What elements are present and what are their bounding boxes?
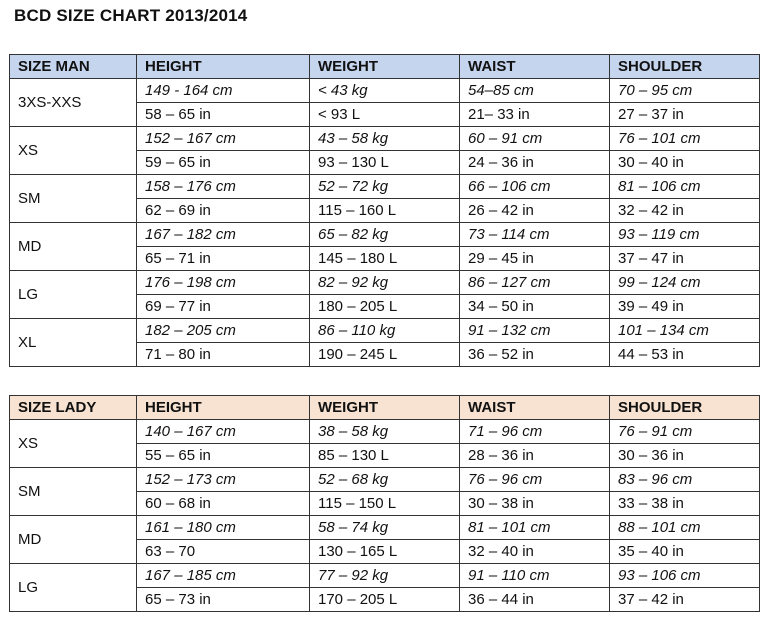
shoulder-metric-cell: 101 – 134 cm [610,319,760,343]
waist-imperial-cell: 21– 33 in [460,103,610,127]
shoulder-metric-cell: 76 – 101 cm [610,127,760,151]
height-metric-cell: 161 – 180 cm [137,516,310,540]
height-imperial-cell: 63 – 70 [137,540,310,564]
shoulder-imperial-cell: 33 – 38 in [610,492,760,516]
waist-imperial-cell: 30 – 38 in [460,492,610,516]
weight-metric-cell: 77 – 92 kg [310,564,460,588]
table-row [10,223,760,247]
size-table-man [9,54,760,367]
shoulder-metric-cell: 70 – 95 cm [610,79,760,103]
weight-imperial-cell: 85 – 130 L [310,444,460,468]
height-imperial-cell: 55 – 65 in [137,444,310,468]
table-row [10,564,760,588]
height-metric-cell: 158 – 176 cm [137,175,310,199]
height-imperial-cell: 60 – 68 in [137,492,310,516]
waist-imperial-cell: 26 – 42 in [460,199,610,223]
height-imperial-cell: 62 – 69 in [137,199,310,223]
waist-metric-cell: 86 – 127 cm [460,271,610,295]
height-metric-cell: 140 – 167 cm [137,420,310,444]
height-imperial-cell: 71 – 80 in [137,343,310,367]
waist-imperial-cell: 24 – 36 in [460,151,610,175]
weight-metric-cell: 52 – 72 kg [310,175,460,199]
table-row [10,127,760,151]
height-imperial-cell: 59 – 65 in [137,151,310,175]
weight-imperial-cell: 115 – 160 L [310,199,460,223]
waist-metric-cell: 71 – 96 cm [460,420,610,444]
height-metric-cell: 167 – 185 cm [137,564,310,588]
height-imperial-cell: 69 – 77 in [137,295,310,319]
height-metric-cell: 167 – 182 cm [137,223,310,247]
waist-metric-cell: 91 – 132 cm [460,319,610,343]
shoulder-imperial-cell: 35 – 40 in [610,540,760,564]
waist-metric-cell: 54–85 cm [460,79,610,103]
weight-imperial-cell: 130 – 165 L [310,540,460,564]
size-label: LG [10,564,137,612]
waist-imperial-cell: 28 – 36 in [460,444,610,468]
table-row [10,79,760,103]
height-metric-cell: 182 – 205 cm [137,319,310,343]
weight-metric-cell: 65 – 82 kg [310,223,460,247]
size-label: SM [10,468,137,516]
waist-imperial-cell: 29 – 45 in [460,247,610,271]
size-label: XL [10,319,137,367]
weight-imperial-cell: 190 – 245 L [310,343,460,367]
weight-metric-cell: 82 – 92 kg [310,271,460,295]
waist-imperial-cell: 36 – 44 in [460,588,610,612]
column-header-waist: WAIST [460,55,610,79]
table-header-row [10,55,760,79]
shoulder-metric-cell: 83 – 96 cm [610,468,760,492]
weight-metric-cell: < 43 kg [310,79,460,103]
waist-metric-cell: 81 – 101 cm [460,516,610,540]
shoulder-metric-cell: 88 – 101 cm [610,516,760,540]
weight-metric-cell: 52 – 68 kg [310,468,460,492]
column-header-size: SIZE LADY [10,396,137,420]
shoulder-imperial-cell: 44 – 53 in [610,343,760,367]
table-row [10,271,760,295]
size-label: SM [10,175,137,223]
shoulder-metric-cell: 99 – 124 cm [610,271,760,295]
shoulder-imperial-cell: 32 – 42 in [610,199,760,223]
size-label: LG [10,271,137,319]
table-row [10,175,760,199]
size-label: MD [10,516,137,564]
page-title: BCD SIZE CHART 2013/2014 [14,6,248,25]
weight-metric-cell: 58 – 74 kg [310,516,460,540]
waist-metric-cell: 91 – 110 cm [460,564,610,588]
column-header-shoulder: SHOULDER [610,396,760,420]
table-header-row [10,396,760,420]
height-imperial-cell: 58 – 65 in [137,103,310,127]
weight-imperial-cell: < 93 L [310,103,460,127]
weight-metric-cell: 43 – 58 kg [310,127,460,151]
column-header-height: HEIGHT [137,396,310,420]
column-header-waist: WAIST [460,396,610,420]
height-metric-cell: 152 – 167 cm [137,127,310,151]
shoulder-imperial-cell: 27 – 37 in [610,103,760,127]
height-imperial-cell: 65 – 71 in [137,247,310,271]
column-header-weight: WEIGHT [310,55,460,79]
weight-metric-cell: 86 – 110 kg [310,319,460,343]
height-metric-cell: 152 – 173 cm [137,468,310,492]
table-row [10,319,760,343]
waist-metric-cell: 73 – 114 cm [460,223,610,247]
shoulder-imperial-cell: 37 – 42 in [610,588,760,612]
column-header-shoulder: SHOULDER [610,55,760,79]
shoulder-imperial-cell: 37 – 47 in [610,247,760,271]
size-table-lady [9,395,760,612]
table-row [10,468,760,492]
weight-metric-cell: 38 – 58 kg [310,420,460,444]
height-imperial-cell: 65 – 73 in [137,588,310,612]
shoulder-imperial-cell: 30 – 40 in [610,151,760,175]
weight-imperial-cell: 115 – 150 L [310,492,460,516]
shoulder-metric-cell: 93 – 106 cm [610,564,760,588]
column-header-height: HEIGHT [137,55,310,79]
waist-metric-cell: 60 – 91 cm [460,127,610,151]
table-row [10,516,760,540]
column-header-size: SIZE MAN [10,55,137,79]
shoulder-metric-cell: 93 – 119 cm [610,223,760,247]
waist-imperial-cell: 34 – 50 in [460,295,610,319]
table-row [10,420,760,444]
waist-metric-cell: 66 – 106 cm [460,175,610,199]
weight-imperial-cell: 180 – 205 L [310,295,460,319]
weight-imperial-cell: 93 – 130 L [310,151,460,175]
column-header-weight: WEIGHT [310,396,460,420]
size-label: 3XS-XXS [10,79,137,127]
size-label: XS [10,127,137,175]
size-label: XS [10,420,137,468]
shoulder-imperial-cell: 30 – 36 in [610,444,760,468]
waist-imperial-cell: 36 – 52 in [460,343,610,367]
weight-imperial-cell: 170 – 205 L [310,588,460,612]
height-metric-cell: 149 - 164 cm [137,79,310,103]
shoulder-metric-cell: 76 – 91 cm [610,420,760,444]
waist-metric-cell: 76 – 96 cm [460,468,610,492]
size-label: MD [10,223,137,271]
height-metric-cell: 176 – 198 cm [137,271,310,295]
shoulder-imperial-cell: 39 – 49 in [610,295,760,319]
shoulder-metric-cell: 81 – 106 cm [610,175,760,199]
weight-imperial-cell: 145 – 180 L [310,247,460,271]
waist-imperial-cell: 32 – 40 in [460,540,610,564]
